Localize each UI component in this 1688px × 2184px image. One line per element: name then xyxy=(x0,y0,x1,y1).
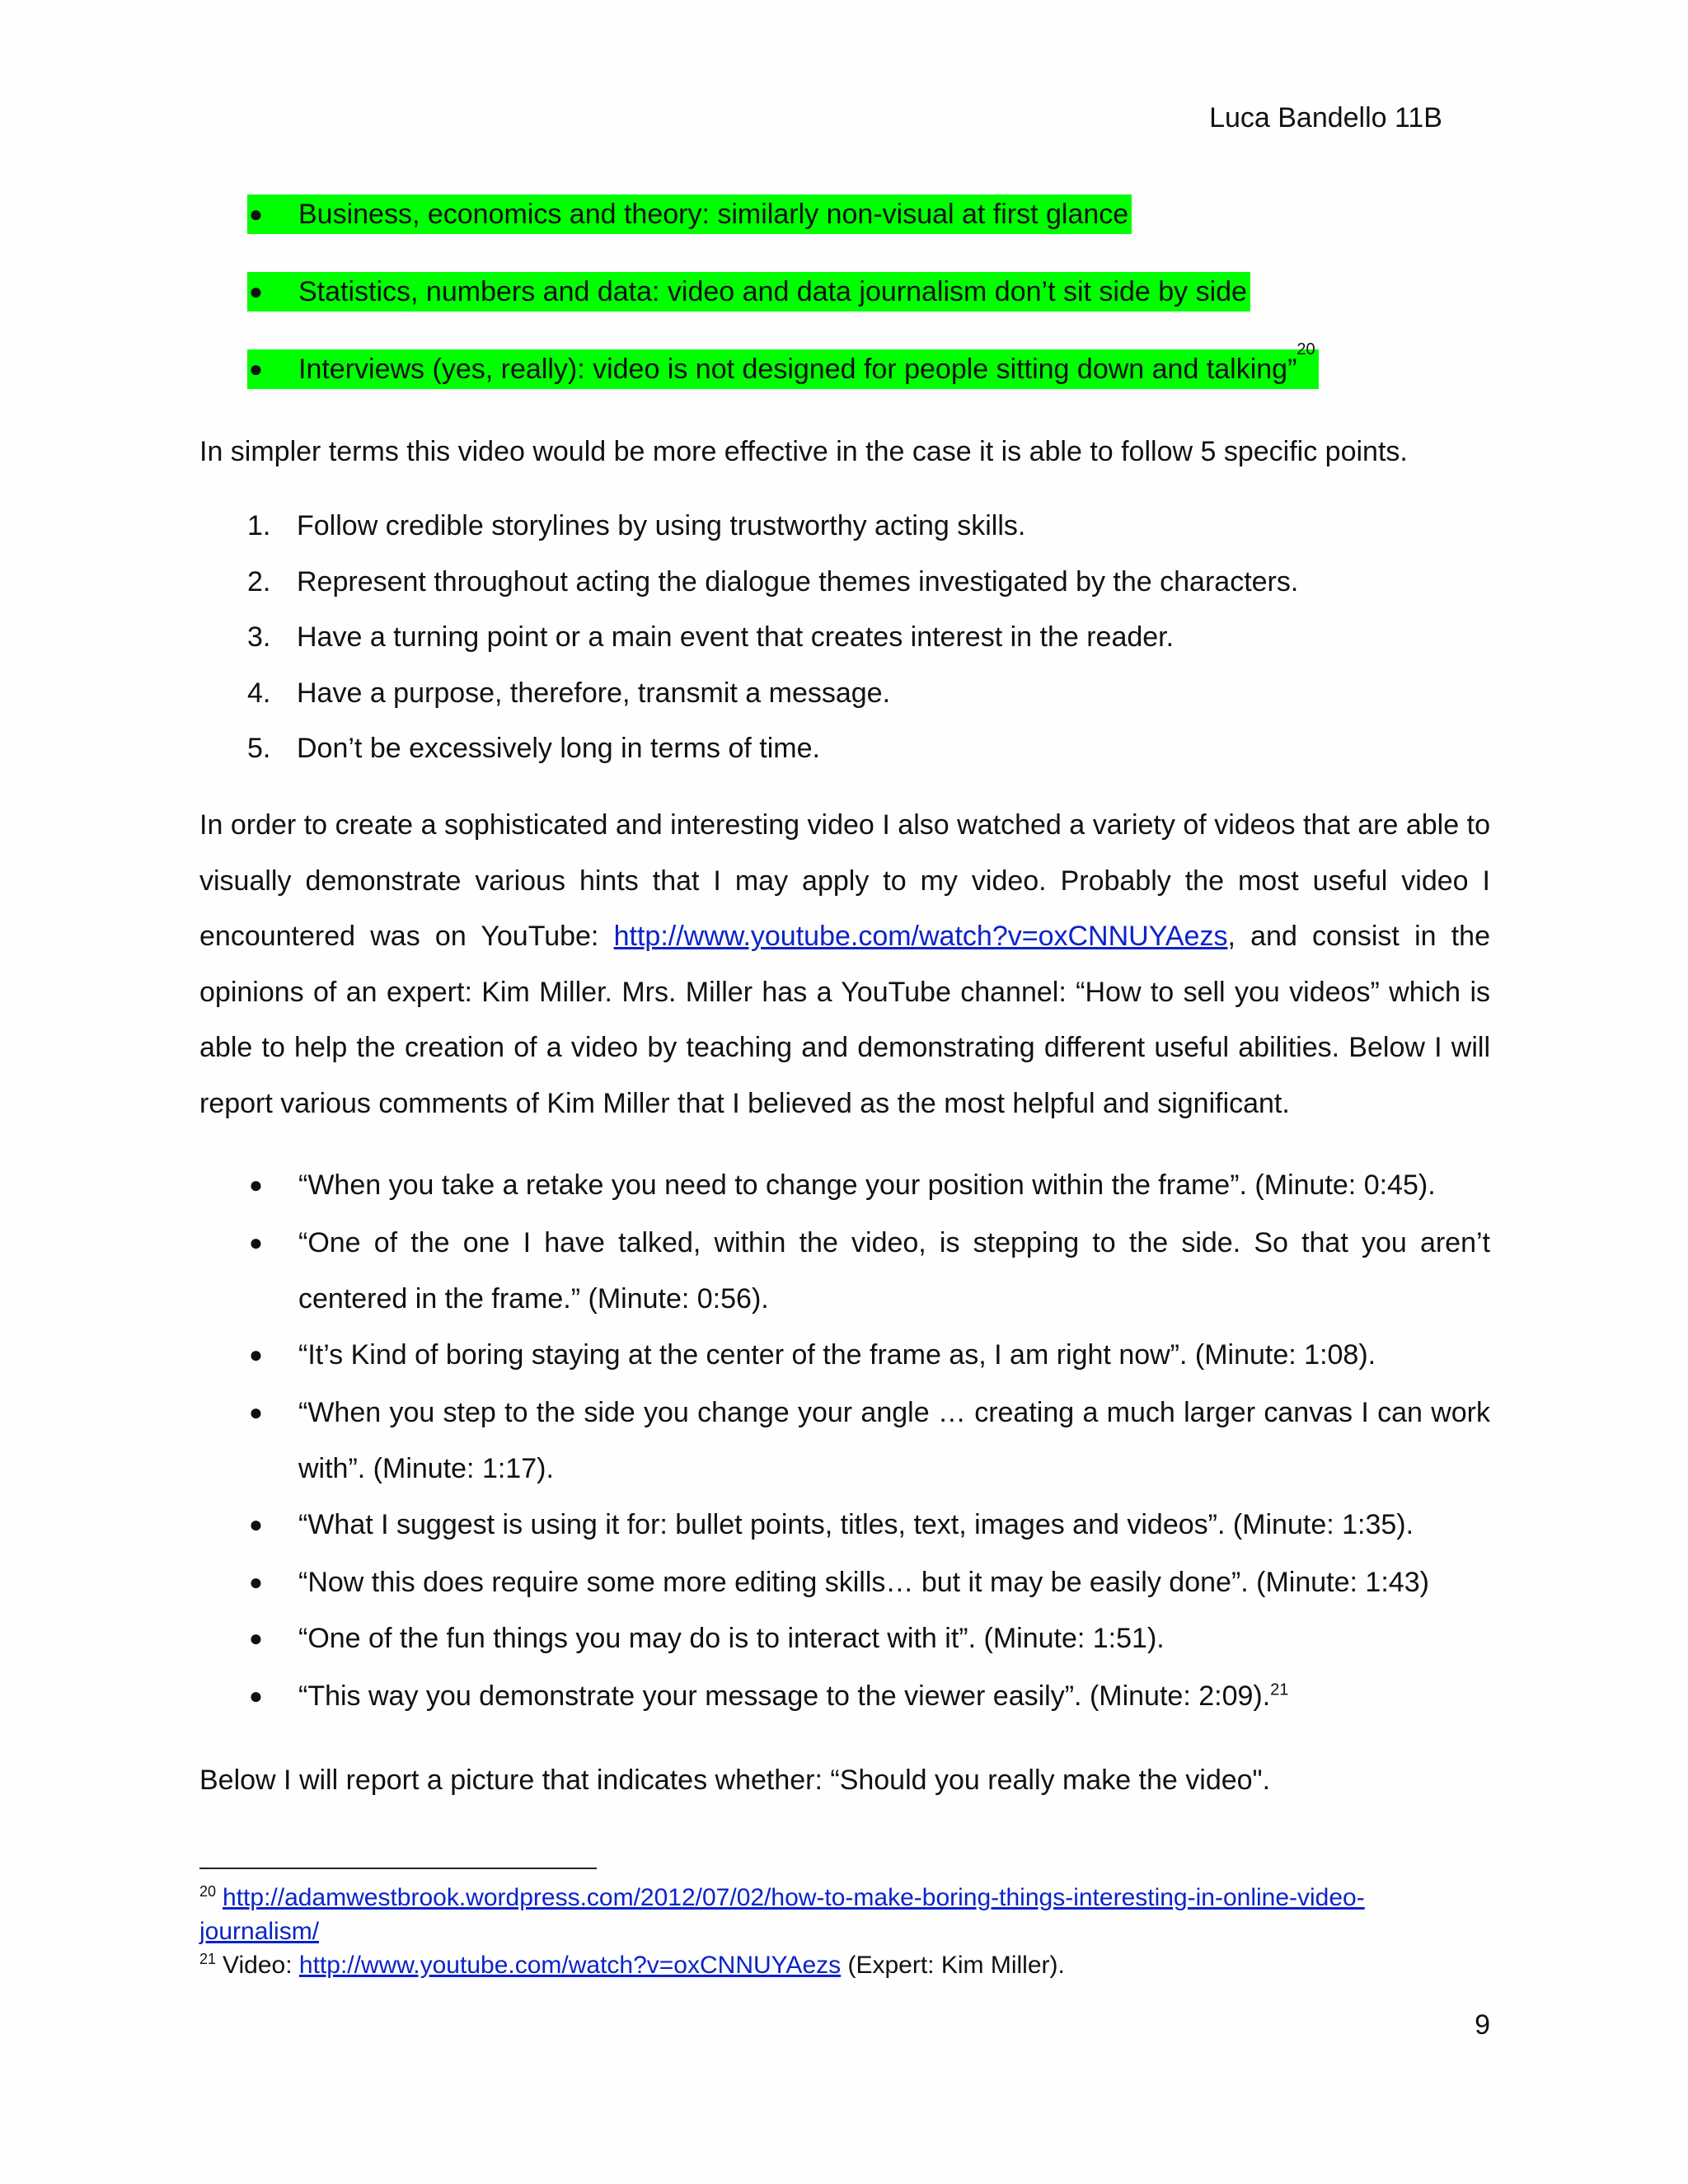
bullet-icon: ● xyxy=(249,1172,263,1197)
quote-item xyxy=(247,1157,1490,1215)
list-item-text: Follow credible storylines by using trustworthy acting skills. xyxy=(297,510,1026,541)
footnote-separator xyxy=(199,1868,597,1869)
main-paragraph xyxy=(199,798,1490,1132)
bullet-icon: ● xyxy=(249,1625,263,1651)
quote-text: “What I suggest is using it for: bullet points, titles, text, images and videos”. (Minute: 1:35). xyxy=(298,1509,1414,1540)
footnote-link-westbrook-cont[interactable]: journalism/ xyxy=(199,1918,320,1945)
list-item xyxy=(247,672,1298,728)
footnote-link-westbrook[interactable]: http://adamwestbrook.wordpress.com/2012/07/02/how-to-make-boring-things-interesting-in-online-video- xyxy=(223,1884,1365,1911)
footnote-ref-21[interactable]: 21 xyxy=(1270,1680,1289,1699)
footnote-21 xyxy=(199,1948,1490,1982)
bullet-icon: ● xyxy=(249,279,263,304)
quote-text-main: “This way you demonstrate your message to the viewer easily”. (Minute: 2:09). xyxy=(298,1680,1271,1712)
list-number: 4. xyxy=(247,677,271,709)
paragraph-line: In order to create a sophisticated and interesting video I also watched a variety of videos that are able to xyxy=(199,809,1490,841)
list-item-text: Have a turning point or a main event that creates interest in the reader. xyxy=(297,621,1175,653)
list-number: 1. xyxy=(247,510,271,541)
quote-line: “One of the one I have talked, within the video, is stepping to the side. So that you aren’t xyxy=(298,1227,1490,1258)
list-item xyxy=(247,727,1298,783)
footnote-mark: 21 xyxy=(199,1951,217,1967)
paragraph-line: able to help the creation of a video by teaching and demonstrating different useful abilities. Below I will xyxy=(199,1032,1490,1063)
quote-text: “Now this does require some more editing skills… but it may be easily done”. (Minute: 1:43) xyxy=(298,1567,1429,1598)
paragraph-text: , and consist in the xyxy=(1227,921,1491,952)
highlighted-bullet-list xyxy=(247,194,1319,427)
footnote-mark: 20 xyxy=(199,1883,217,1900)
quote-item xyxy=(247,1610,1490,1668)
quotes-bullet-list xyxy=(247,1157,1490,1726)
quote-text xyxy=(298,1385,1490,1497)
paragraph-line-with-link xyxy=(199,909,1490,965)
youtube-link[interactable]: http://www.youtube.com/watch?v=oxCNNUYAezs xyxy=(613,921,1228,952)
page-number: 9 xyxy=(1475,2009,1490,2041)
footnotes xyxy=(199,1881,1490,1982)
highlighted-list-item xyxy=(247,272,1250,312)
list-item-text: Statistics, numbers and data: video and data journalism don’t sit side by side xyxy=(298,276,1247,307)
quote-item xyxy=(247,1215,1490,1327)
bullet-icon: ● xyxy=(249,201,263,227)
bullet-icon: ● xyxy=(249,1399,263,1425)
paragraph-line: report various comments of Kim Miller that I believed as the most helpful and significant. xyxy=(199,1087,1290,1119)
numbered-points-list xyxy=(247,504,1298,783)
highlighted-list-item: ● Interviews (yes, really): video is not designed for people sitting down and talking” 20 xyxy=(247,349,1319,389)
quote-text: “One of the fun things you may do is to interact with it”. (Minute: 1:51). xyxy=(298,1623,1165,1654)
header-author: Luca Bandello 11B xyxy=(1209,102,1442,134)
paragraph-text: encountered was on YouTube: xyxy=(199,921,599,952)
quote-line: centered in the frame.” (Minute: 0:56). xyxy=(298,1283,769,1315)
bullet-icon: ● xyxy=(249,1511,263,1537)
list-item-text: Interviews (yes, really): video is not designed for people sitting down and talking” xyxy=(298,354,1297,385)
quote-text xyxy=(298,1668,1490,1726)
list-item-text: Business, economics and theory: similarly non-visual at first glance xyxy=(298,199,1129,230)
highlighted-list-item xyxy=(247,194,1132,234)
footnote-link-youtube[interactable]: http://www.youtube.com/watch?v=oxCNNUYAezs xyxy=(298,1952,842,1979)
footnote-text: Video: xyxy=(223,1952,293,1979)
list-item-text: Don’t be excessively long in terms of time. xyxy=(297,733,820,764)
quote-text: “When you take a retake you need to change your position within the frame”. (Minute: 0:45). xyxy=(298,1169,1436,1201)
paragraph-line: visually demonstrate various hints that I may apply to my video. Probably the most useful video I xyxy=(199,865,1490,897)
list-item-text: Have a purpose, therefore, transmit a message. xyxy=(297,677,891,709)
list-number: 5. xyxy=(247,733,271,764)
quote-text xyxy=(298,1215,1490,1327)
quote-item xyxy=(247,1497,1490,1554)
list-item xyxy=(247,616,1298,672)
bullet-icon: ● xyxy=(249,1683,263,1708)
bullet-icon: ● xyxy=(249,1230,263,1255)
footnote-text: (Expert: Kim Miller). xyxy=(847,1952,1065,1979)
quote-item xyxy=(247,1554,1490,1610)
quote-item xyxy=(247,1668,1490,1726)
footnote-20 xyxy=(199,1881,1490,1948)
list-item-text: Represent throughout acting the dialogue themes investigated by the characters. xyxy=(297,565,1299,598)
quote-item xyxy=(247,1385,1490,1497)
intro-sentence: In simpler terms this video would be more effective in the case it is able to follow 5 specific points. xyxy=(199,436,1408,467)
list-item xyxy=(247,504,1298,560)
quote-line: “When you step to the side you change your angle … creating a much larger canvas I can work xyxy=(298,1397,1490,1428)
paragraph-line: opinions of an expert: Kim Miller. Mrs. Miller has a YouTube channel: “How to sell you videos” which is xyxy=(199,976,1490,1008)
quote-text: “It’s Kind of boring staying at the center of the frame as, I am right now”. (Minute: 1:08). xyxy=(298,1339,1376,1371)
closing-sentence: Below I will report a picture that indicates whether: “Should you really make the video". xyxy=(199,1765,1271,1796)
list-item xyxy=(247,560,1298,616)
bullet-icon: ● xyxy=(249,356,263,382)
list-number: 3. xyxy=(247,621,271,653)
bullet-icon: ● xyxy=(249,1569,263,1595)
list-number: 2. xyxy=(247,565,271,598)
bullet-icon: ● xyxy=(249,1342,263,1367)
quote-item xyxy=(247,1327,1490,1385)
quote-line: with”. (Minute: 1:17). xyxy=(298,1453,554,1484)
